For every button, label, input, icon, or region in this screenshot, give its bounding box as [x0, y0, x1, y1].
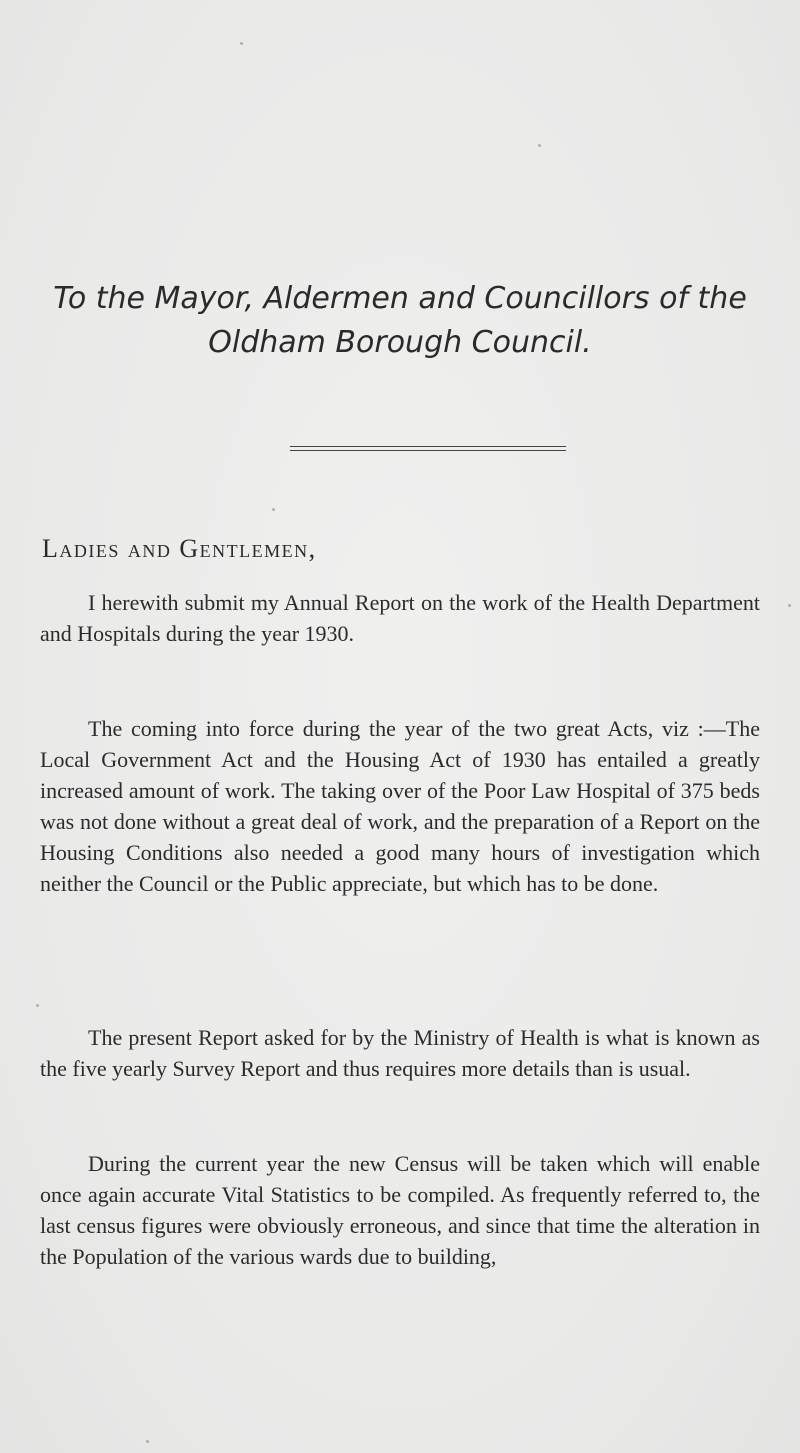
paper-speck — [146, 1440, 149, 1443]
paragraph-1: I herewith submit my Annual Report on the work of the Health Department and Hospitals during the year 1930. — [40, 590, 760, 646]
title-divider-bottom — [290, 450, 566, 451]
paper-speck — [272, 508, 275, 511]
title-divider-top — [290, 446, 566, 447]
paragraph-3: The present Report asked for by the Ministry of Health is what is known as the five yearly Survey Report and thus requires more details than is usual. — [40, 1025, 760, 1081]
document-title-line-1: To the Mayor, Aldermen and Councillors of the — [53, 281, 747, 316]
paper-speck — [36, 1004, 39, 1007]
paper-speck — [788, 604, 791, 607]
salutation: Ladies and Gentlemen, — [42, 534, 317, 563]
document-title-line-2: Oldham Borough Council. — [208, 325, 592, 360]
paper-speck — [240, 42, 243, 45]
paragraph-2: The coming into force during the year of the two great Acts, viz :—The Local Government Act and the Housing Act of 1930 has entailed a greatly increased amount of work. The taking over of the Poor Law Hospital of 375 beds was not done without a great deal of work, and the preparation of a Report on the Housing Conditions also needed a good many hours of investigation which neither the Council or the Public appreciate, but which has to be done. — [40, 716, 760, 896]
paragraph-4: During the current year the new Census will be taken which will enable once again accurate Vital Statistics to be compiled. As frequently referred to, the last census figures were obviously erroneous, and since that time the alteration in the Population of the various wards due to building, — [40, 1151, 760, 1269]
paper-speck — [538, 144, 541, 147]
